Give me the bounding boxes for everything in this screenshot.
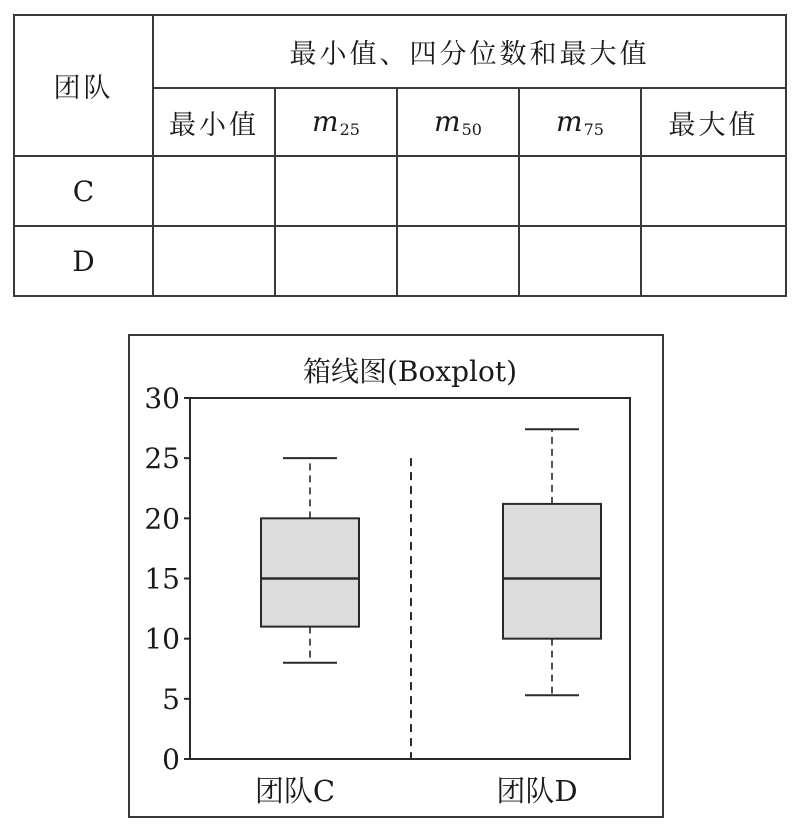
- box-c: [261, 518, 359, 626]
- col-header-m75: $m_{75}$: [519, 88, 641, 156]
- box-d: [503, 504, 601, 639]
- col-header-min: 最小值: [153, 88, 275, 156]
- col-header-max: 最大值: [641, 88, 786, 156]
- team-header: 团队: [14, 15, 153, 156]
- y-tick-label: 15: [144, 562, 180, 596]
- row-label-d: D: [14, 226, 153, 296]
- chart-title: 箱线图(Boxplot): [302, 355, 518, 388]
- col-header-m50: $m_{50}$: [397, 88, 519, 156]
- x-category-label: 团队C: [254, 774, 336, 808]
- col-header-m25: $m_{25}$: [275, 88, 397, 156]
- y-tick-label: 25: [144, 442, 180, 476]
- y-tick-label: 0: [162, 743, 180, 776]
- y-tick-label: 10: [144, 622, 180, 656]
- group-header: 最小值、四分位数和最大值: [153, 15, 786, 88]
- y-tick-label: 20: [144, 502, 180, 536]
- x-category-label: 团队D: [496, 774, 578, 808]
- y-tick-label: 30: [144, 382, 180, 415]
- row-label-c: C: [14, 156, 153, 226]
- y-tick-label: 5: [162, 682, 180, 716]
